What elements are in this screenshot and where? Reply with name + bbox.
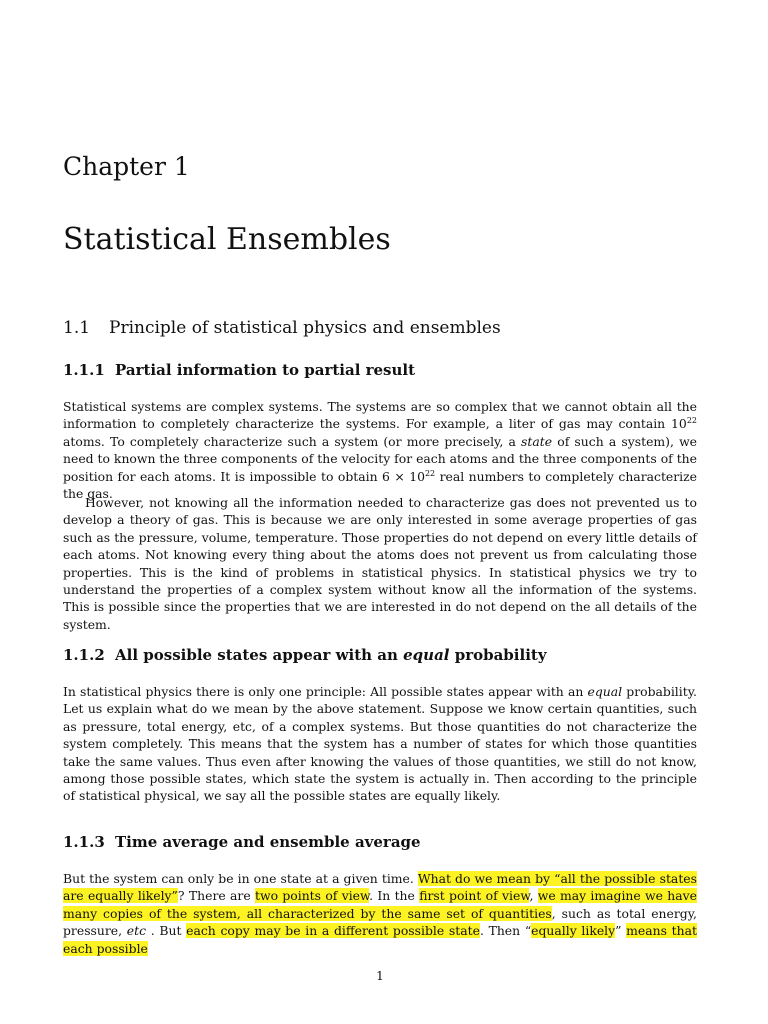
subsection-title: probability [449, 646, 547, 664]
subsection-title: All possible states appear with an [115, 646, 404, 664]
subsection-number: 1.1.1 [63, 361, 105, 379]
paragraph-1-1-1-a [63, 398, 697, 502]
text-run: . But [146, 923, 187, 939]
subsection-title: Time average and ensemble average [115, 833, 421, 851]
text-run: Statistical systems are complex systems. The systems are so complex that we cannot obtain all the information to completely characterize the systems. For example, a liter of gas may contain 10 [63, 399, 697, 432]
paragraph-1-1-1-b: However, not knowing all the information needed to characterize gas does not prevented us to develop a theory of gas. This is because we are only interested in some average properties of gas such as the pressure, volume, temperature. Those properties do not depend on every little details of each atoms. Not knowing every thing about the atoms does not prevent us from calculating those properties. This is the kind of problems in statistical physics. In statistical physics we try to understand the properties of a complex system without know all the information of the systems. This is possible since the properties that we are interested in do not depend on the all details of the system. [63, 495, 697, 632]
chapter-label: Chapter 1 [63, 152, 190, 181]
section-title: Principle of statistical physics and ensembles [109, 318, 501, 338]
text-run: ? There are [177, 888, 255, 904]
highlight: we may imagine we have many copies of the system, all characterized by the same set of quantities [63, 888, 698, 921]
text-run: probability. Let us explain what do we mean by the above statement. Suppose we know certain quantities, such as pressure, total energy, etc, of a complex systems. But those quantities do not characterize the system completely. This means that the system has a number of states for which those quantities take the same values. Thus even after knowing the values of those quantities, we still do not know, among those possible states, which state the system is actually in. Then according to the principle of statistical physical, we say all the possible states are equally likely. [63, 684, 697, 804]
subsection-heading-1-1-2 [63, 646, 547, 664]
highlight: What do we mean by “all the possible states are equally likely” [63, 871, 697, 904]
section-number: 1.1 [63, 318, 91, 338]
subsection-heading-1-1-1 [63, 361, 415, 379]
paragraph-1-1-2 [63, 683, 697, 805]
text-run: But the system can only be in one state at a given time. [63, 871, 418, 886]
text-run: of such a system), we need to known the three components of the velocity for each atoms and the three components of the position for each atoms. It is impossible to obtain 6 × 10 [63, 433, 698, 484]
emphasis: state [521, 433, 553, 449]
page-number: 1 [376, 968, 384, 983]
text-run: In statistical physics there is only one principle: All possible states appear with an [63, 684, 588, 699]
text-run: , [529, 888, 538, 904]
text-run: . In the [369, 888, 420, 904]
text-run: atoms. To completely characterize such a system (or more precisely, a [63, 433, 522, 449]
exponent: 22 [686, 416, 697, 426]
text-run: real numbers to completely characterize the gas. [63, 468, 697, 502]
subsection-number: 1.1.3 [63, 833, 105, 851]
text-run: ” [615, 923, 627, 939]
emphasis: equal [587, 684, 623, 699]
emphasis: etc [126, 923, 147, 939]
subsection-title: Partial information to partial result [115, 361, 416, 379]
highlight: two points of view [254, 888, 370, 904]
subsection-number: 1.1.2 [63, 646, 105, 664]
subsection-heading-1-1-3 [63, 833, 421, 851]
paragraph-1-1-3 [63, 870, 697, 957]
highlight: means that each possible [63, 923, 697, 956]
section-heading-1-1 [63, 318, 501, 338]
emphasis: equal [403, 646, 450, 664]
highlight: equally likely [531, 923, 616, 939]
highlight: first point of view [419, 888, 530, 904]
chapter-title: Statistical Ensembles [63, 222, 391, 257]
text-run: , such as total energy, pressure, [63, 905, 697, 939]
exponent: 22 [424, 468, 436, 478]
highlight: each copy may be in a different possible state [186, 923, 480, 939]
text-run: . Then “ [479, 923, 532, 939]
